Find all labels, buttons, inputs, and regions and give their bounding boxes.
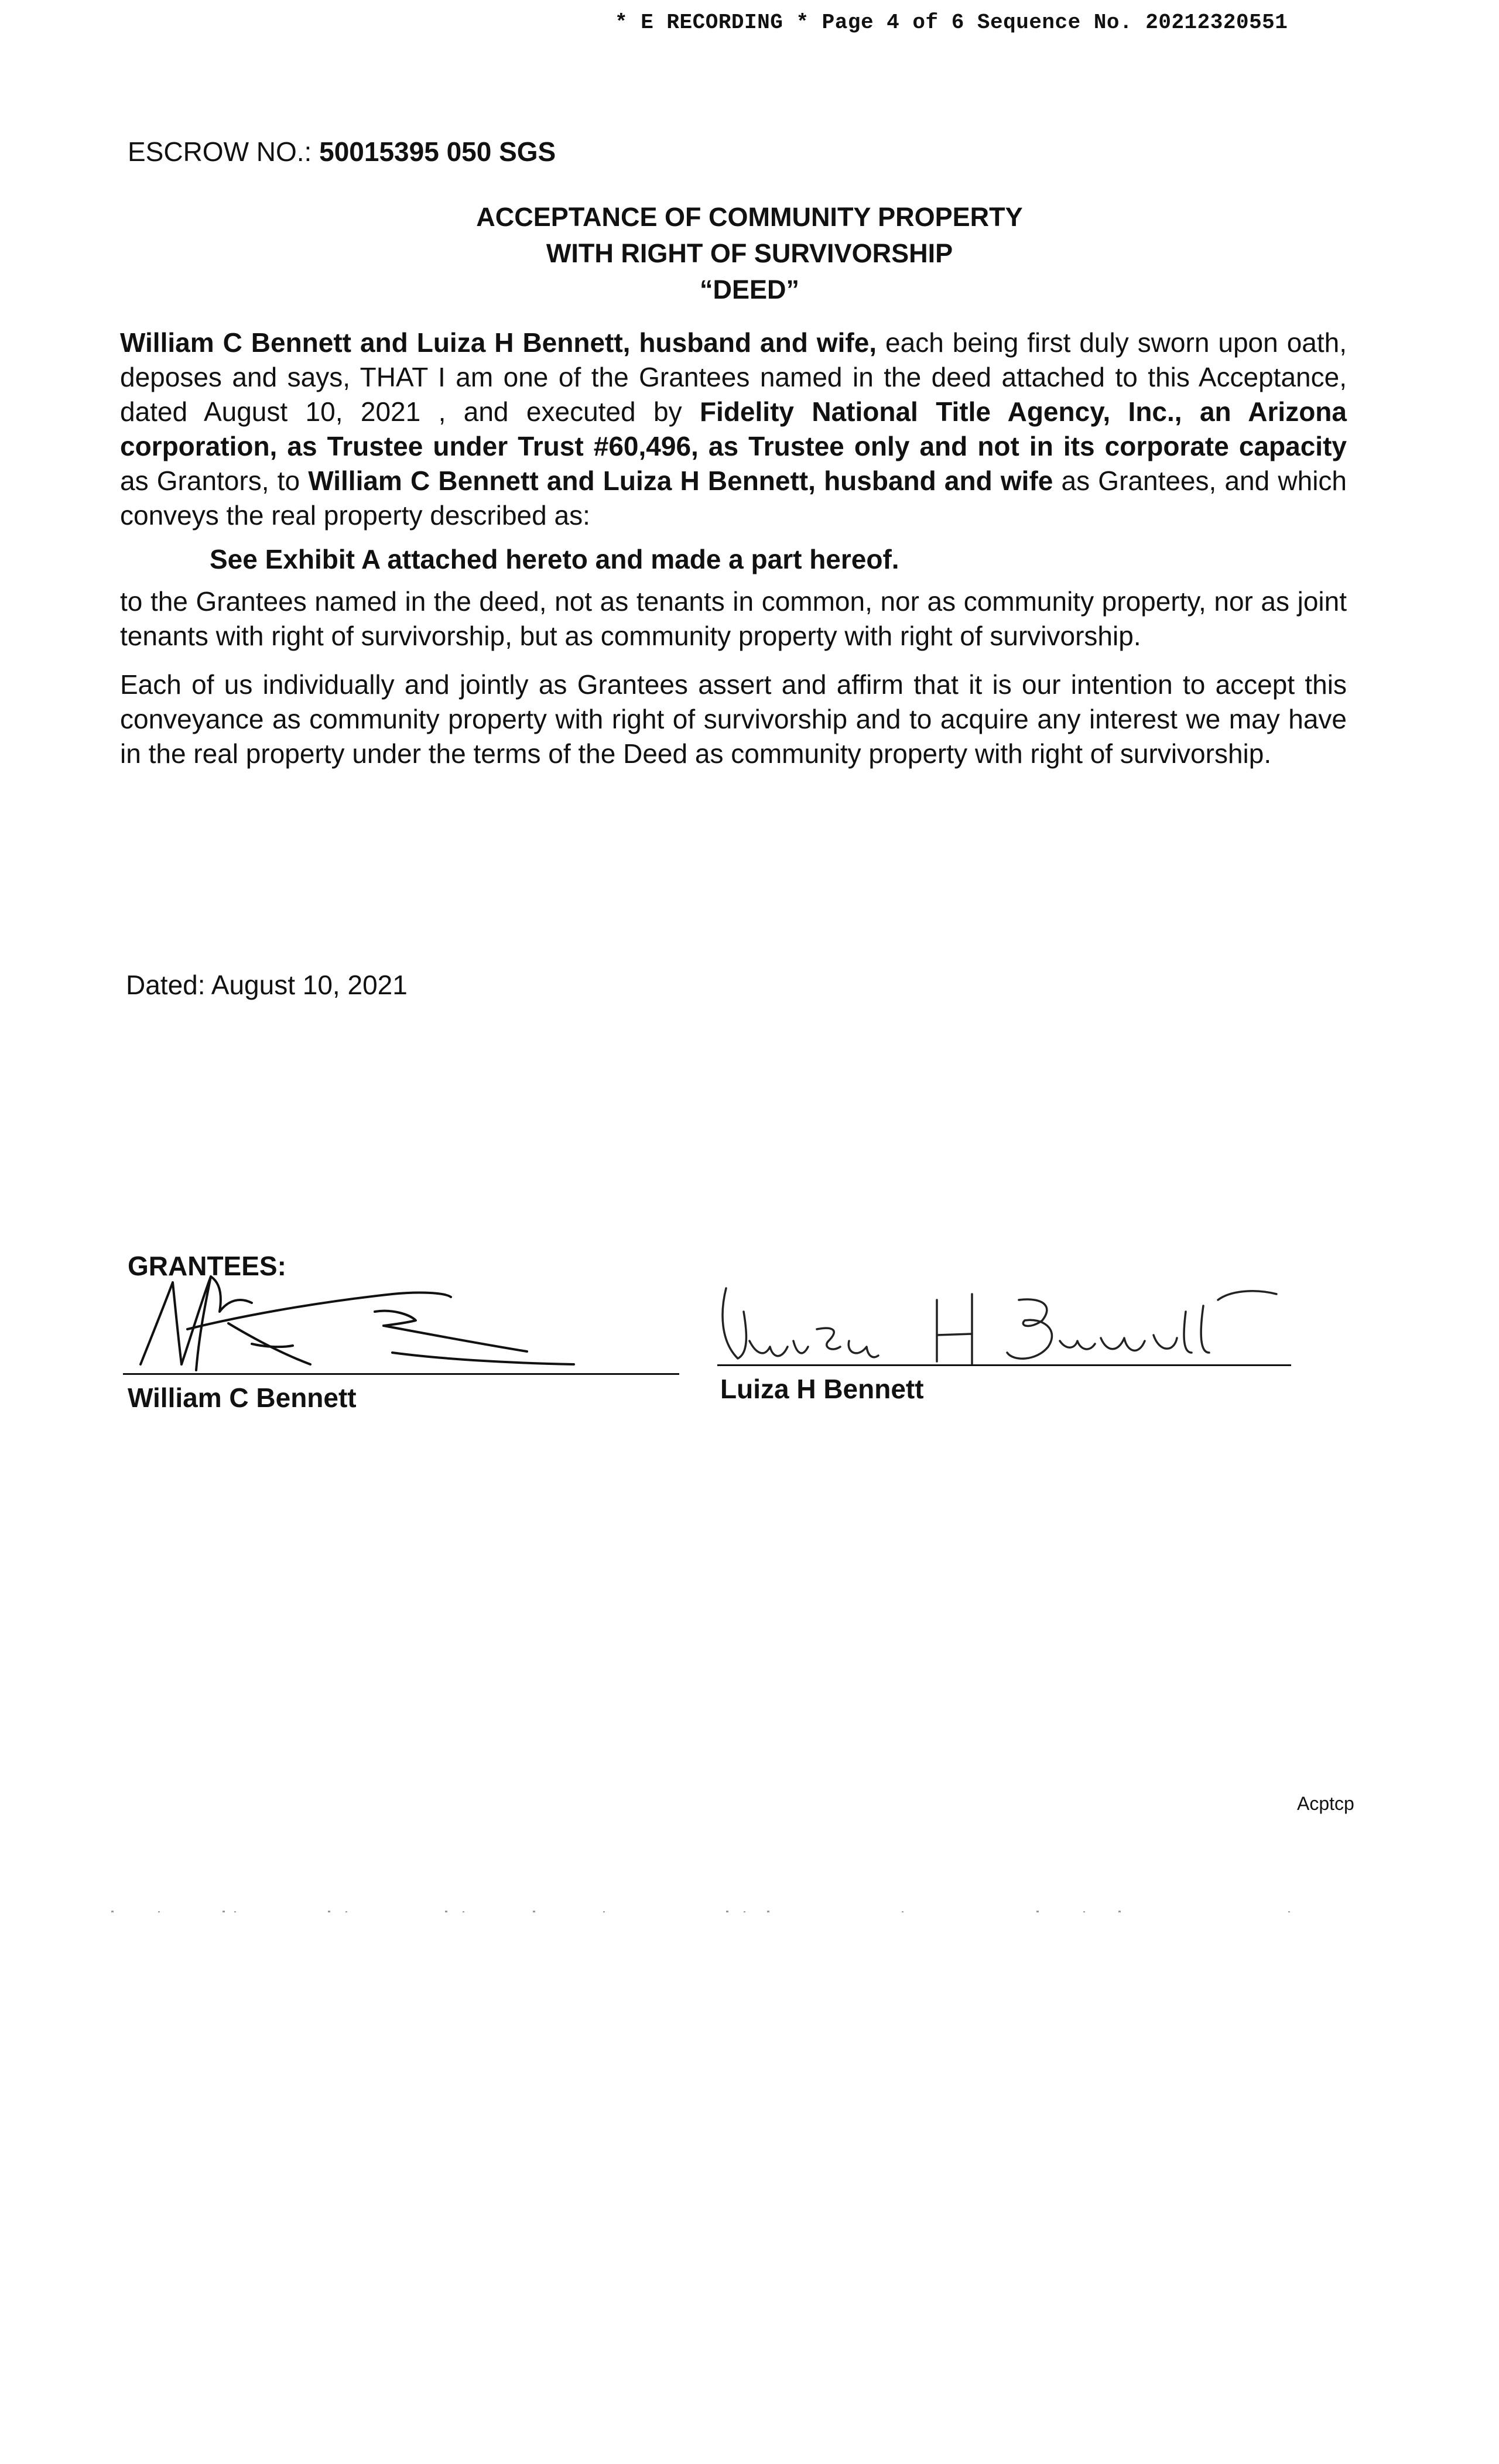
signature-william-c-bennett [117,1247,586,1388]
grantees-label: GRANTEES: [128,1251,286,1281]
escrow-line [128,136,556,167]
tenancy-paragraph: to the Grantees named in the deed, not as tenants in common, nor as community property, nor as joint tenants with right of survivorship, but as community property with right of survivorship. [120,586,1347,651]
oath-text-3: as Grantees, and which conveys the real property described as: [120,466,1347,531]
recording-header: * E RECORDING * Page 4 of 6 Sequence No. 20212320551 [615,11,1288,35]
exhibit-reference: See Exhibit A attached hereto and made a part hereof. [210,544,899,574]
title-line-3: “DEED” [699,275,800,304]
oath-paragraph [120,326,1347,533]
signature-line-2 [717,1364,1291,1366]
escrow-number: 50015395 050 SGS [319,136,556,167]
grantor-name: Fidelity National Title Agency, Inc., an Arizona corporation, as Trustee under Trust #60,496, as Trustee only and not in its corporate capacity [120,396,1347,461]
grantees-names: William C Bennett and Luiza H Bennett, husband and wife, [120,327,877,358]
oath-text-1: each being first duly sworn upon oath, deposes and says, THAT I am one of the Grantees named in the deed attached to this Acceptance, dated August 10, 2021 , and executed by [120,327,1347,427]
signer-name-2: Luiza H Bennett [720,1374,924,1404]
scan-noise [88,1906,1347,1918]
grantees-names-2: William C Bennett and Luiza H Bennett, husband and wife [308,466,1053,496]
dated-line: Dated: August 10, 2021 [126,970,408,1000]
form-code: Acptcp [1297,1793,1354,1814]
affirmation-paragraph: Each of us individually and jointly as Grantees assert and affirm that it is our intention to accept this conveyance as community property with right of survivorship and to acquire any interest we may have in the real property under the terms of the Deed as community property with right of survivorship. [120,669,1347,769]
title-line-2: WITH RIGHT OF SURVIVORSHIP [546,238,953,268]
signer-name-1: William C Bennett [128,1382,357,1413]
escrow-label: ESCROW NO.: [128,136,312,167]
signature-line-1 [123,1373,679,1375]
document-title [0,199,1499,308]
title-line-1: ACCEPTANCE OF COMMUNITY PROPERTY [476,202,1023,232]
oath-text-2: as Grantors, to [120,466,309,496]
